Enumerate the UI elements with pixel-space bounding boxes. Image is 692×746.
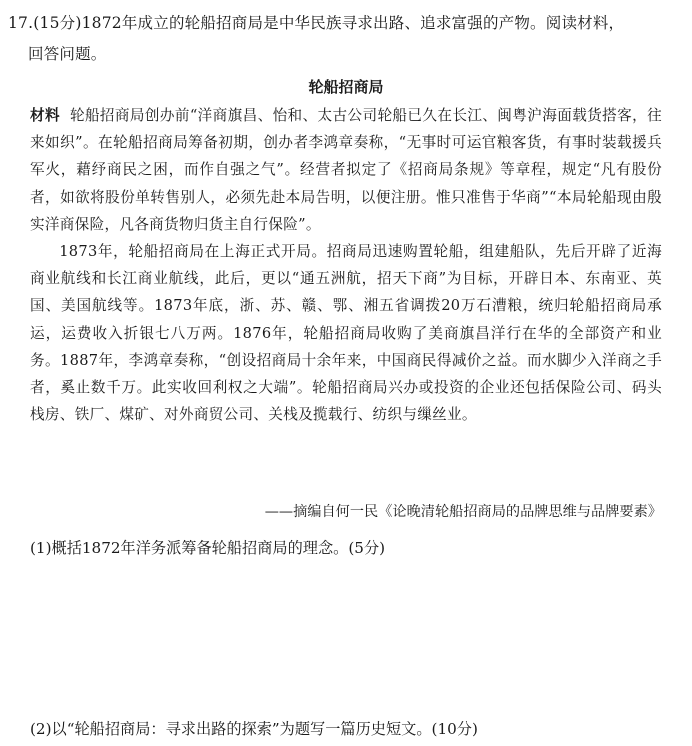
question-number: 17. <box>8 14 34 32</box>
question-stem-line1: 1872年成立的轮船招商局是中华民族寻求出路、追求富强的产物。阅读材料， <box>81 14 625 32</box>
material-label: 材料 <box>30 107 60 124</box>
question-stem <box>8 8 678 70</box>
material-paragraph-2: 1873年，轮船招商局在上海正式开局。招商局迅速购置轮船，组建船队，先后开辟了近海商业航线和长江商业航线，此后，更以“通五洲航，招天下商”为目标，开辟日本、东南亚、英国、美国航线等。1873年底，浙、苏、赣、鄂、湘五省调拨20万石漕粮，统归轮船招商局承运，运费收入折银七八万两。1876年，轮船招商局收购了美商旗昌洋行在华的全部资产和业务。1887年，李鸿章奏称，“创设招商局十余年来，中国商民得减价之益。而水脚少入洋商之手者，奚止数千万。此实收回利权之大端”。轮船招商局兴办或投资的企业还包括保险公司、码头栈房、铁厂、煤矿、对外商贸公司、关栈及揽载行、纺织与缫丝业。 <box>30 243 662 424</box>
sub-question-1: (1)概括1872年洋务派筹备轮船招商局的理念。(5分) <box>30 539 386 557</box>
material-source: ——摘编自何一民《论晚清轮船招商局的品牌思维与品牌要素》 <box>264 504 662 520</box>
sub-question-2: (2)以“轮船招商局：寻求出路的探索”为题写一篇历史短文。(10分) <box>30 720 478 738</box>
material-title: 轮船招商局 <box>308 78 384 96</box>
question-stem-line2: 回答问题。 <box>28 45 107 63</box>
material-paragraph-1 <box>30 102 662 238</box>
material-paragraph-1-text: 轮船招商局创办前“洋商旗昌、怡和、太古公司轮船已久在长江、闽粤沪海面载货搭客，往来如织”。在轮船招商局筹备初期，创办者李鸿章奏称，“无事时可运官粮客货，有事时装载援兵军火，藉纾商民之困，而作自强之气”。经营者拟定了《招商局条规》等章程，规定“凡有股份者，如欲将股份单转售别人，必须先赴本局告明，以便注册。惟只准售于华商”“本局轮船现由殷实洋商保险，凡各商货物归货主自行保险”。 <box>30 107 662 233</box>
question-score: (15分) <box>33 14 82 32</box>
material-text <box>30 102 662 428</box>
